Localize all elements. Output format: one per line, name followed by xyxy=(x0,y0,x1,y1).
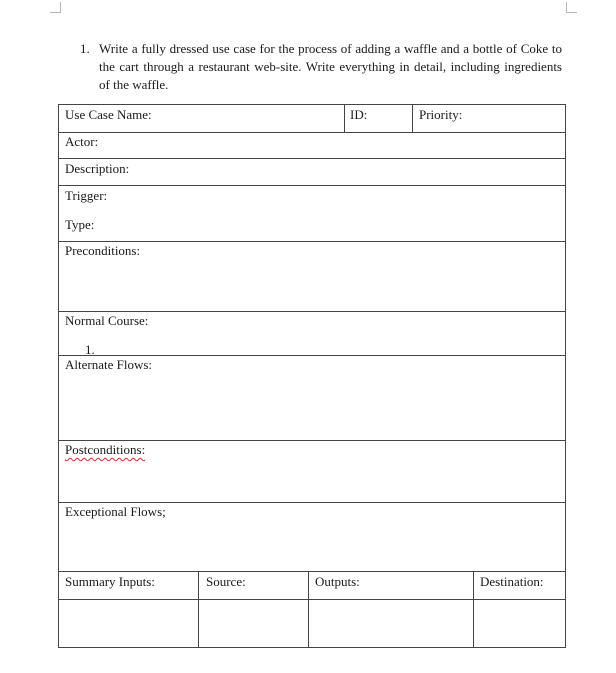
preconditions-label: Preconditions: xyxy=(65,243,141,258)
use-case-name-label: Use Case Name: xyxy=(65,107,152,122)
normal-course-step-number: 1. xyxy=(85,342,95,357)
type-label: Type: xyxy=(65,217,95,232)
row-divider xyxy=(59,599,565,600)
row-divider xyxy=(59,502,565,503)
description-label: Description: xyxy=(65,161,130,176)
priority-label: Priority: xyxy=(419,107,463,122)
row-divider xyxy=(59,355,565,356)
column-divider xyxy=(198,571,199,648)
page-corner-mark-right xyxy=(566,2,577,13)
source-label: Source: xyxy=(206,574,246,589)
question-item xyxy=(80,40,562,94)
row-divider xyxy=(59,440,565,441)
row-divider xyxy=(59,132,565,133)
row-divider xyxy=(59,185,565,186)
row-divider xyxy=(59,571,565,572)
trigger-label: Trigger: xyxy=(65,188,108,203)
column-divider xyxy=(344,105,345,132)
question-number: 1. xyxy=(80,41,90,56)
question-text: Write a fully dressed use case for the process of adding a waffle and a bottle of Coke to the cart through a restaurant web-site. Write everything in detail, including ingredients of the waffle. xyxy=(99,41,562,92)
outputs-label: Outputs: xyxy=(315,574,360,589)
id-label: ID: xyxy=(350,107,368,122)
column-divider xyxy=(473,571,474,648)
use-case-table xyxy=(58,104,566,648)
destination-label: Destination: xyxy=(480,574,544,589)
row-divider xyxy=(59,158,565,159)
row-divider xyxy=(59,241,565,242)
actor-label: Actor: xyxy=(65,134,99,149)
alternate-flows-label: Alternate Flows: xyxy=(65,357,153,372)
normal-course-label: Normal Course: xyxy=(65,313,149,328)
column-divider xyxy=(412,105,413,132)
summary-inputs-label: Summary Inputs: xyxy=(65,574,155,589)
exceptional-flows-label: Exceptional Flows; xyxy=(65,504,166,519)
column-divider xyxy=(308,571,309,648)
postconditions-label: Postconditions: xyxy=(65,442,146,457)
row-divider xyxy=(59,311,565,312)
page-corner-mark-left xyxy=(50,2,61,13)
